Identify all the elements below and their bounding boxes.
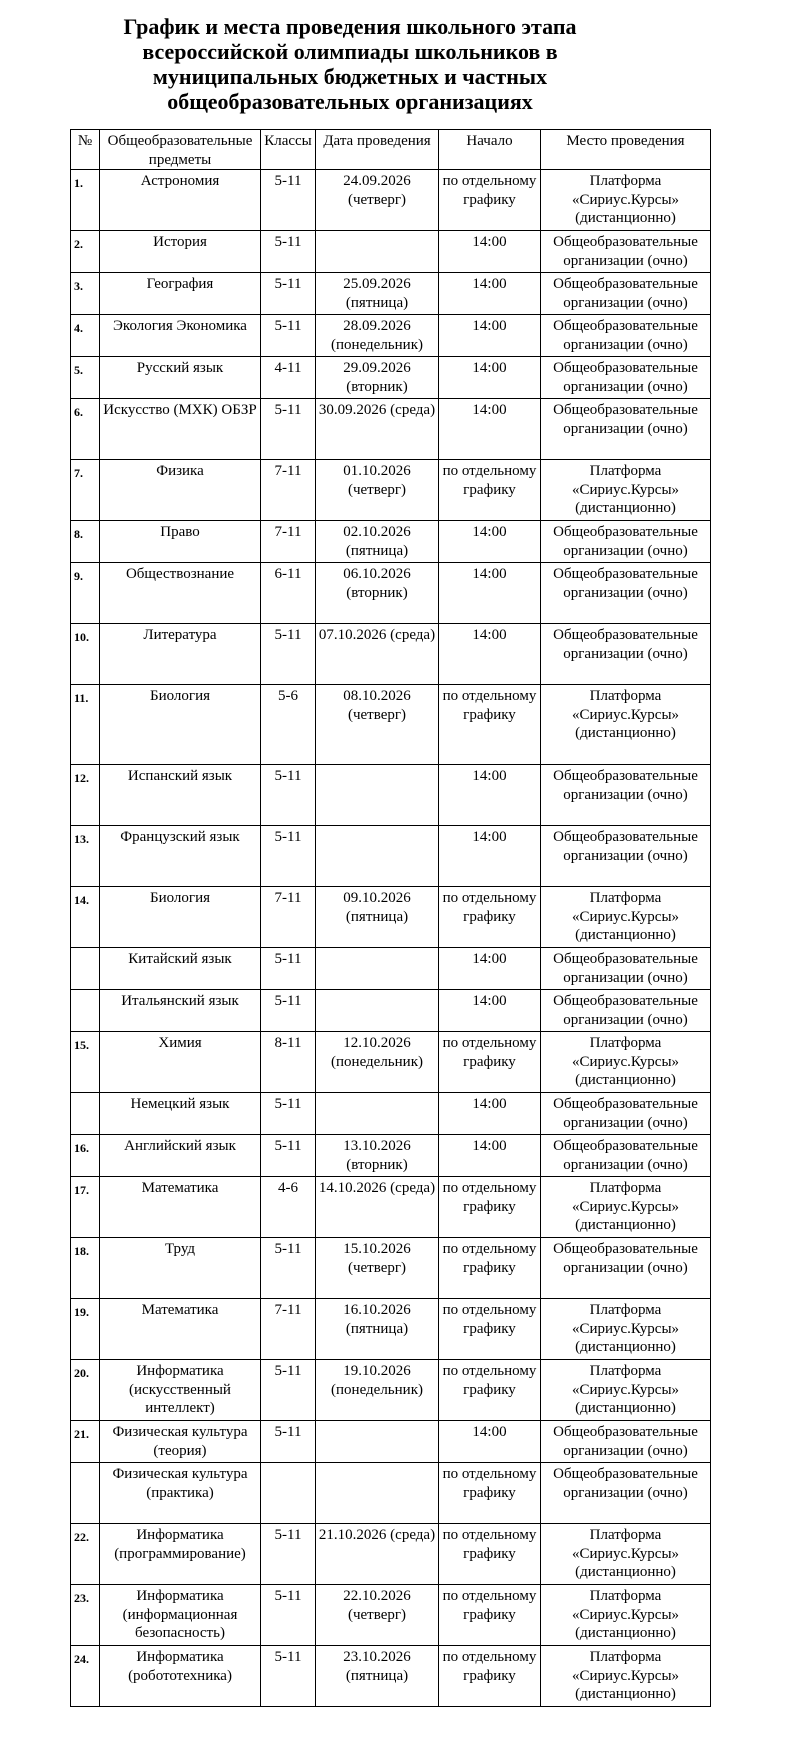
cell-start: 14:00 xyxy=(439,765,541,826)
cell-subject: Русский язык xyxy=(100,357,261,399)
cell-subject: История xyxy=(100,231,261,273)
cell-subject: Биология xyxy=(100,685,261,765)
cell-subject: Испанский язык xyxy=(100,765,261,826)
cell-start: 14:00 xyxy=(439,273,541,315)
table-row xyxy=(71,170,711,231)
cell-subject: Китайский язык xyxy=(100,948,261,990)
cell-start: по отдельному графику xyxy=(439,1524,541,1585)
cell-place: Общеобразовательные организации (очно) xyxy=(541,1135,711,1177)
cell-num: 2. xyxy=(71,231,100,273)
cell-start: 14:00 xyxy=(439,1093,541,1135)
table-row xyxy=(71,765,711,826)
header-place: Место проведения xyxy=(541,130,711,170)
cell-grades: 5-11 xyxy=(261,231,316,273)
cell-grades: 5-11 xyxy=(261,1646,316,1707)
cell-start: по отдельному графику xyxy=(439,1646,541,1707)
cell-place: Общеобразовательные организации (очно) xyxy=(541,1421,711,1463)
cell-num: 8. xyxy=(71,521,100,563)
cell-place: Платформа «Сириус.Курсы» (дистанционно) xyxy=(541,1032,711,1093)
table-row xyxy=(71,1135,711,1177)
header-grades: Классы xyxy=(261,130,316,170)
cell-num: 17. xyxy=(71,1177,100,1238)
cell-subject: Физическая культура (теория) xyxy=(100,1421,261,1463)
cell-date xyxy=(316,1093,439,1135)
header-date: Дата проведения xyxy=(316,130,439,170)
table-row xyxy=(71,1646,711,1707)
cell-place: Общеобразовательные организации (очно) xyxy=(541,357,711,399)
cell-grades: 7-11 xyxy=(261,887,316,948)
cell-place: Платформа «Сириус.Курсы» (дистанционно) xyxy=(541,685,711,765)
cell-grades: 5-11 xyxy=(261,1585,316,1646)
cell-start: 14:00 xyxy=(439,1421,541,1463)
cell-num: 19. xyxy=(71,1299,100,1360)
cell-num: 6. xyxy=(71,399,100,460)
table-row xyxy=(71,1093,711,1135)
table-row xyxy=(71,399,711,460)
cell-place: Общеобразовательные организации (очно) xyxy=(541,399,711,460)
cell-grades: 4-11 xyxy=(261,357,316,399)
cell-start: 14:00 xyxy=(439,948,541,990)
cell-num: 9. xyxy=(71,563,100,624)
cell-num xyxy=(71,948,100,990)
cell-start: по отдельному графику xyxy=(439,1177,541,1238)
cell-date: 25.09.2026 (пятница) xyxy=(316,273,439,315)
table-row xyxy=(71,1524,711,1585)
cell-grades: 7-11 xyxy=(261,460,316,521)
cell-grades: 8-11 xyxy=(261,1032,316,1093)
table-header-row xyxy=(71,130,711,170)
cell-subject: Физика xyxy=(100,460,261,521)
cell-date xyxy=(316,826,439,887)
cell-subject: Математика xyxy=(100,1299,261,1360)
cell-place: Общеобразовательные организации (очно) xyxy=(541,315,711,357)
cell-start: по отдельному графику xyxy=(439,1032,541,1093)
cell-date xyxy=(316,231,439,273)
table-row xyxy=(71,1238,711,1299)
cell-num: 7. xyxy=(71,460,100,521)
table-row xyxy=(71,315,711,357)
cell-num: 23. xyxy=(71,1585,100,1646)
table-row xyxy=(71,357,711,399)
cell-date: 14.10.2026 (среда) xyxy=(316,1177,439,1238)
cell-start: по отдельному графику xyxy=(439,887,541,948)
cell-start: 14:00 xyxy=(439,624,541,685)
cell-num: 1. xyxy=(71,170,100,231)
cell-place: Платформа «Сириус.Курсы» (дистанционно) xyxy=(541,460,711,521)
cell-grades: 5-11 xyxy=(261,1238,316,1299)
cell-start: по отдельному графику xyxy=(439,1299,541,1360)
cell-place: Общеобразовательные организации (очно) xyxy=(541,826,711,887)
cell-grades: 5-11 xyxy=(261,1360,316,1421)
table-row xyxy=(71,1360,711,1421)
cell-subject: Английский язык xyxy=(100,1135,261,1177)
cell-subject: Искусство (МХК) ОБЗР xyxy=(100,399,261,460)
cell-date: 23.10.2026 (пятница) xyxy=(316,1646,439,1707)
cell-place: Общеобразовательные организации (очно) xyxy=(541,563,711,624)
cell-start: по отдельному графику xyxy=(439,1238,541,1299)
cell-start: по отдельному графику xyxy=(439,685,541,765)
schedule-body xyxy=(71,170,711,1707)
cell-grades: 7-11 xyxy=(261,521,316,563)
cell-grades: 5-11 xyxy=(261,624,316,685)
cell-subject: Экология Экономика xyxy=(100,315,261,357)
cell-place: Платформа «Сириус.Курсы» (дистанционно) xyxy=(541,1585,711,1646)
cell-place: Общеобразовательные организации (очно) xyxy=(541,765,711,826)
cell-num: 4. xyxy=(71,315,100,357)
cell-date: 09.10.2026 (пятница) xyxy=(316,887,439,948)
cell-start: по отдельному графику xyxy=(439,1360,541,1421)
cell-subject: Астрономия xyxy=(100,170,261,231)
table-row xyxy=(71,521,711,563)
table-row xyxy=(71,273,711,315)
cell-grades: 4-6 xyxy=(261,1177,316,1238)
cell-date xyxy=(316,1421,439,1463)
cell-grades: 5-11 xyxy=(261,826,316,887)
cell-num xyxy=(71,1093,100,1135)
cell-date xyxy=(316,765,439,826)
cell-place: Общеобразовательные организации (очно) xyxy=(541,624,711,685)
cell-grades: 5-11 xyxy=(261,1421,316,1463)
table-row xyxy=(71,826,711,887)
table-row xyxy=(71,948,711,990)
cell-num xyxy=(71,990,100,1032)
cell-grades xyxy=(261,1463,316,1524)
cell-start: 14:00 xyxy=(439,315,541,357)
cell-date: 22.10.2026 (четверг) xyxy=(316,1585,439,1646)
cell-place: Общеобразовательные организации (очно) xyxy=(541,990,711,1032)
cell-grades: 5-11 xyxy=(261,399,316,460)
table-row xyxy=(71,685,711,765)
cell-date xyxy=(316,948,439,990)
cell-num: 3. xyxy=(71,273,100,315)
table-row xyxy=(71,1299,711,1360)
header-subject: Общеобразовательные предметы xyxy=(100,130,261,170)
table-row xyxy=(71,1585,711,1646)
cell-date: 15.10.2026 (четверг) xyxy=(316,1238,439,1299)
cell-subject: География xyxy=(100,273,261,315)
cell-subject: Немецкий язык xyxy=(100,1093,261,1135)
table-row xyxy=(71,887,711,948)
cell-date: 02.10.2026 (пятница) xyxy=(316,521,439,563)
cell-subject: Информатика (искусственный интеллект) xyxy=(100,1360,261,1421)
cell-date: 12.10.2026 (понедельник) xyxy=(316,1032,439,1093)
cell-grades: 5-11 xyxy=(261,1135,316,1177)
cell-grades: 5-11 xyxy=(261,1093,316,1135)
table-row xyxy=(71,990,711,1032)
cell-place: Общеобразовательные организации (очно) xyxy=(541,521,711,563)
cell-num: 11. xyxy=(71,685,100,765)
cell-place: Платформа «Сириус.Курсы» (дистанционно) xyxy=(541,1299,711,1360)
cell-num xyxy=(71,1463,100,1524)
page-title: График и места проведения школьного этапа всероссийской олимпиады школьников в муниципальных бюджетных и частных общеобразовательных организациях xyxy=(123,14,577,114)
cell-start: по отдельному графику xyxy=(439,460,541,521)
cell-grades: 6-11 xyxy=(261,563,316,624)
cell-place: Общеобразовательные организации (очно) xyxy=(541,1238,711,1299)
cell-start: по отдельному графику xyxy=(439,1585,541,1646)
cell-place: Общеобразовательные организации (очно) xyxy=(541,948,711,990)
cell-start: 14:00 xyxy=(439,563,541,624)
cell-date: 06.10.2026 (вторник) xyxy=(316,563,439,624)
cell-grades: 5-11 xyxy=(261,765,316,826)
cell-subject: Информатика (программирование) xyxy=(100,1524,261,1585)
cell-start: 14:00 xyxy=(439,357,541,399)
cell-num: 22. xyxy=(71,1524,100,1585)
cell-date: 24.09.2026 (четверг) xyxy=(316,170,439,231)
cell-grades: 5-11 xyxy=(261,273,316,315)
cell-start: 14:00 xyxy=(439,399,541,460)
cell-date xyxy=(316,1463,439,1524)
table-row xyxy=(71,1421,711,1463)
cell-place: Общеобразовательные организации (очно) xyxy=(541,231,711,273)
cell-start: 14:00 xyxy=(439,231,541,273)
cell-place: Платформа «Сириус.Курсы» (дистанционно) xyxy=(541,887,711,948)
cell-num: 5. xyxy=(71,357,100,399)
cell-num: 20. xyxy=(71,1360,100,1421)
cell-date: 19.10.2026 (понедельник) xyxy=(316,1360,439,1421)
cell-date: 29.09.2026 (вторник) xyxy=(316,357,439,399)
cell-place: Платформа «Сириус.Курсы» (дистанционно) xyxy=(541,1646,711,1707)
cell-subject: Итальянский язык xyxy=(100,990,261,1032)
cell-place: Платформа «Сириус.Курсы» (дистанционно) xyxy=(541,1177,711,1238)
cell-num: 24. xyxy=(71,1646,100,1707)
cell-grades: 5-6 xyxy=(261,685,316,765)
cell-num: 10. xyxy=(71,624,100,685)
cell-subject: Биология xyxy=(100,887,261,948)
cell-num: 12. xyxy=(71,765,100,826)
cell-date: 01.10.2026 (четверг) xyxy=(316,460,439,521)
cell-start: 14:00 xyxy=(439,990,541,1032)
header-num: № xyxy=(71,130,100,170)
cell-date: 07.10.2026 (среда) xyxy=(316,624,439,685)
cell-grades: 5-11 xyxy=(261,170,316,231)
cell-date: 08.10.2026 (четверг) xyxy=(316,685,439,765)
cell-num: 16. xyxy=(71,1135,100,1177)
cell-subject: Право xyxy=(100,521,261,563)
cell-grades: 7-11 xyxy=(261,1299,316,1360)
table-row xyxy=(71,624,711,685)
cell-date xyxy=(316,990,439,1032)
cell-subject: Литература xyxy=(100,624,261,685)
cell-place: Общеобразовательные организации (очно) xyxy=(541,1463,711,1524)
cell-num: 21. xyxy=(71,1421,100,1463)
cell-date: 16.10.2026 (пятница) xyxy=(316,1299,439,1360)
cell-place: Платформа «Сириус.Курсы» (дистанционно) xyxy=(541,1524,711,1585)
cell-date: 30.09.2026 (среда) xyxy=(316,399,439,460)
cell-subject: Математика xyxy=(100,1177,261,1238)
table-row xyxy=(71,563,711,624)
cell-subject: Обществознание xyxy=(100,563,261,624)
cell-num: 14. xyxy=(71,887,100,948)
table-row xyxy=(71,1177,711,1238)
table-row xyxy=(71,460,711,521)
cell-place: Общеобразовательные организации (очно) xyxy=(541,1093,711,1135)
cell-subject: Физическая культура (практика) xyxy=(100,1463,261,1524)
cell-place: Платформа «Сириус.Курсы» (дистанционно) xyxy=(541,170,711,231)
cell-start: 14:00 xyxy=(439,826,541,887)
cell-date: 28.09.2026 (понедельник) xyxy=(316,315,439,357)
cell-place: Общеобразовательные организации (очно) xyxy=(541,273,711,315)
table-row xyxy=(71,1463,711,1524)
cell-grades: 5-11 xyxy=(261,315,316,357)
table-row xyxy=(71,1032,711,1093)
cell-subject: Французский язык xyxy=(100,826,261,887)
cell-place: Платформа «Сириус.Курсы» (дистанционно) xyxy=(541,1360,711,1421)
cell-subject: Труд xyxy=(100,1238,261,1299)
schedule-table xyxy=(70,129,711,1707)
table-row xyxy=(71,231,711,273)
cell-grades: 5-11 xyxy=(261,948,316,990)
cell-grades: 5-11 xyxy=(261,1524,316,1585)
cell-num: 18. xyxy=(71,1238,100,1299)
cell-start: по отдельному графику xyxy=(439,1463,541,1524)
cell-start: по отдельному графику xyxy=(439,170,541,231)
cell-num: 15. xyxy=(71,1032,100,1093)
cell-date: 21.10.2026 (среда) xyxy=(316,1524,439,1585)
cell-grades: 5-11 xyxy=(261,990,316,1032)
cell-start: 14:00 xyxy=(439,521,541,563)
cell-subject: Информатика (робототехника) xyxy=(100,1646,261,1707)
cell-start: 14:00 xyxy=(439,1135,541,1177)
cell-num: 13. xyxy=(71,826,100,887)
header-start: Начало xyxy=(439,130,541,170)
cell-subject: Информатика (информационная безопасность) xyxy=(100,1585,261,1646)
cell-subject: Химия xyxy=(100,1032,261,1093)
cell-date: 13.10.2026 (вторник) xyxy=(316,1135,439,1177)
